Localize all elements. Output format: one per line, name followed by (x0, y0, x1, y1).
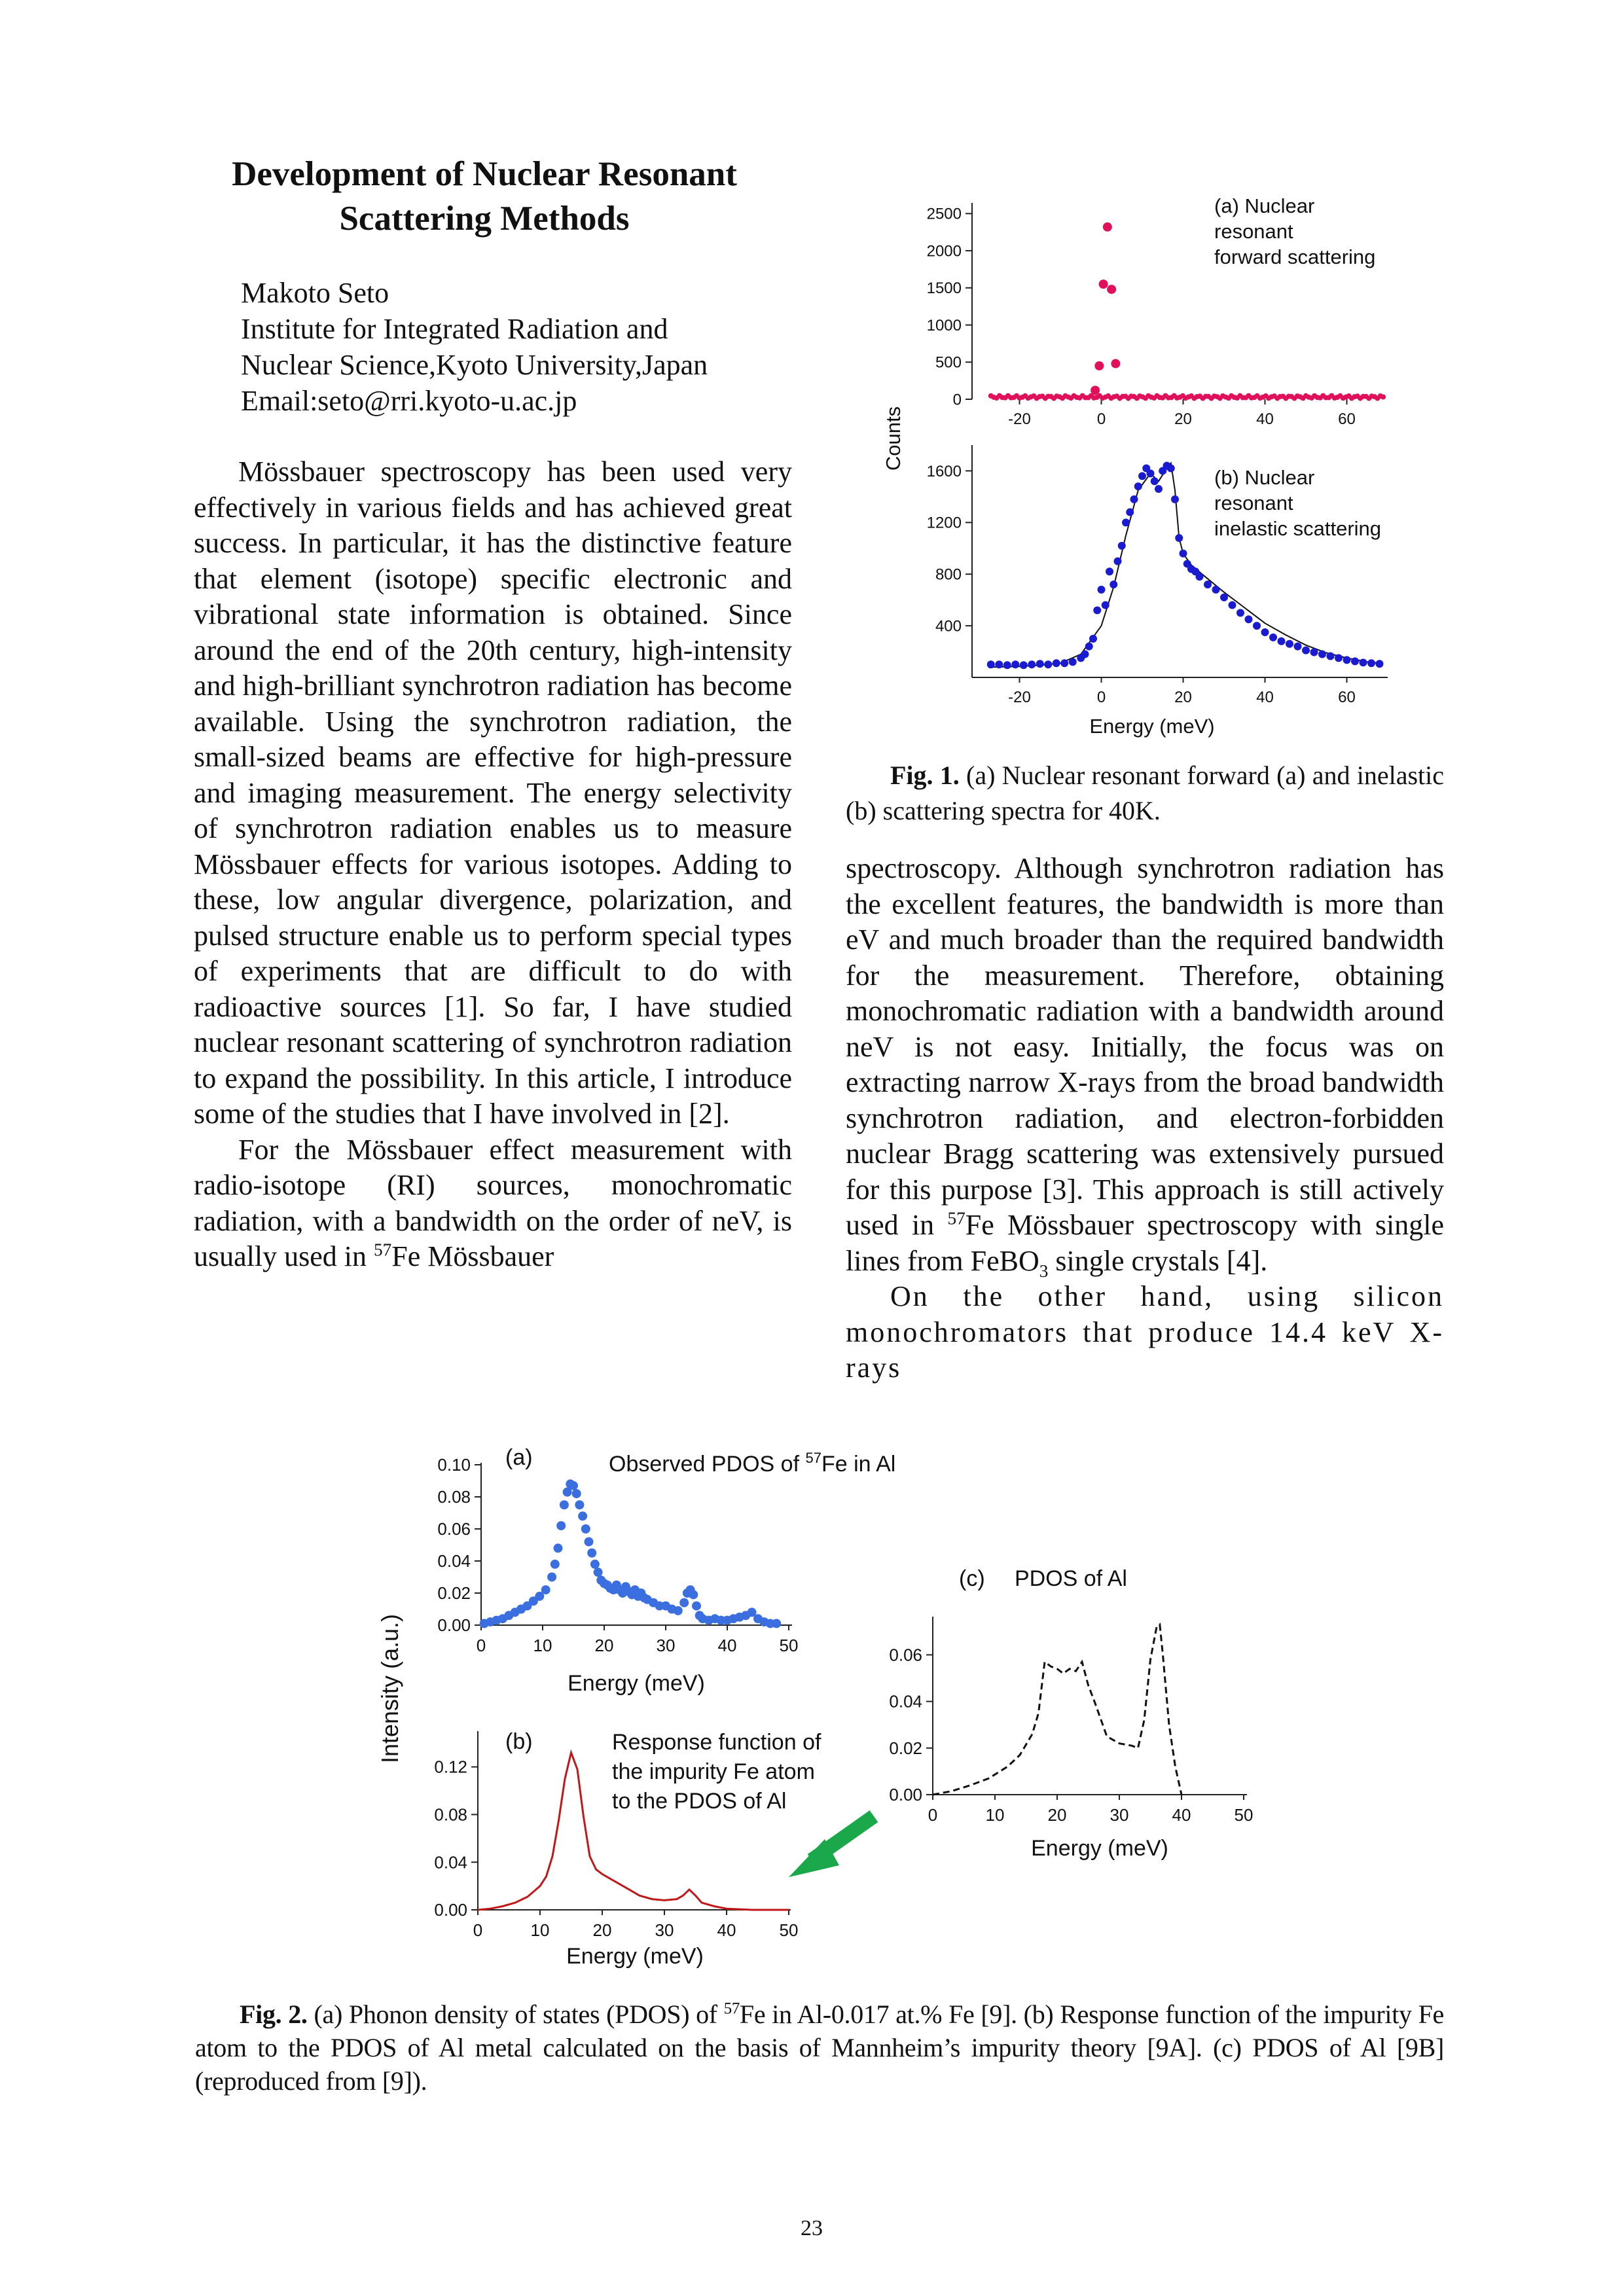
fig1b-label-2: resonant (1214, 492, 1293, 514)
fig2-panel-b (434, 1729, 821, 1969)
fig1b-x-ticks (1008, 677, 1356, 706)
fig2-panel-a (437, 1445, 895, 1696)
fig2b-x-ticks (473, 1910, 799, 1940)
fig2c-panel-label: (c) (959, 1566, 985, 1591)
fig2a-data-point (585, 1537, 594, 1547)
fig2c-title: PDOS of Al (1015, 1566, 1127, 1591)
paragraph-silicon: On the other hand, using silicon monochromators that produce 14.4 keV X-rays (846, 1280, 1444, 1384)
fig2a-data-point (575, 1500, 584, 1509)
fig1a-ytick-label: 2500 (926, 205, 962, 223)
fig1b-data-point (1126, 509, 1134, 516)
fig1b-data-point (1081, 651, 1089, 658)
fig2-caption-text-a: (a) Phonon density of states (PDOS) of (307, 2000, 724, 2029)
fig1a-label-3: forward scattering (1214, 245, 1376, 268)
fig1a-ytick-label: 1500 (926, 279, 962, 298)
fig1b-data-point (1102, 601, 1110, 609)
fig1b-data-point (1110, 581, 1117, 588)
fig2a-data-point (594, 1568, 603, 1577)
fig1b-data-point (1167, 465, 1175, 473)
fig2-panel-c (889, 1566, 1253, 1861)
fig2a-data-point (556, 1521, 566, 1530)
fig1b-xtick-label: 20 (1174, 689, 1192, 706)
fig2a-data-point (550, 1560, 560, 1569)
fig2-caption-superscript: 57 (723, 2000, 740, 2018)
fig1b-y-ticks (927, 463, 972, 636)
para3-superscript: 57 (947, 1208, 965, 1229)
fig2a-x-axis-label: Energy (meV) (568, 1671, 705, 1696)
fig1b-data-point (1335, 654, 1343, 662)
fig1b-data-point (1360, 658, 1367, 666)
fig1-panel-a (927, 194, 1386, 428)
author-block (241, 275, 830, 419)
para2-text-a: For the Mössbauer effect measurement with radio-isotope (RI) sources, monochromatic radiation, with a bandwidth on the order of neV, is usually used in (194, 1133, 792, 1272)
fig2b-ytick-label: 0.12 (434, 1757, 467, 1777)
fig2b-x-axis-label: Energy (meV) (566, 1944, 704, 1969)
paragraph-spectroscopy (846, 851, 1444, 1279)
fig1b-data-point (1204, 581, 1212, 588)
fig1a-xtick-label: 20 (1174, 410, 1192, 428)
fig2b-xtick-label: 50 (779, 1920, 799, 1940)
fig2a-xtick-label: 20 (594, 1636, 614, 1655)
para3-text-c: single crystals [4]. (1048, 1244, 1268, 1277)
left-column (194, 454, 792, 1275)
fig1b-ytick-label: 1600 (926, 462, 962, 480)
fig1b-data-point (1229, 601, 1236, 609)
fig1b-data-point (1098, 586, 1106, 594)
fig1a-xtick-label: 40 (1256, 410, 1274, 428)
fig1a-ytick-label: 1000 (926, 316, 962, 334)
fig1b-data-point (987, 660, 995, 668)
fig2c-x-ticks (928, 1795, 1254, 1825)
fig2a-ytick-label: 0.08 (437, 1487, 471, 1507)
fig1a-label-1: (a) Nuclear (1214, 194, 1315, 217)
fig1b-data-point (1196, 573, 1204, 581)
fig2b-xtick-label: 30 (655, 1920, 674, 1940)
fig1b-data-point (1245, 615, 1253, 623)
fig1a-xtick-label: 60 (1338, 410, 1356, 428)
fig1b-data-point (1269, 634, 1277, 641)
fig1b-data-point (1044, 660, 1052, 668)
green-arrow-icon (789, 1816, 874, 1877)
fig2c-xtick-label: 10 (985, 1805, 1005, 1825)
fig2b-xtick-label: 0 (473, 1920, 483, 1940)
fig1b-data-point (1003, 661, 1011, 669)
fig2c-y-ticks (889, 1645, 933, 1805)
affiliation-line-2: Nuclear Science,Kyoto University,Japan (241, 349, 708, 381)
fig1b-data-point (1011, 660, 1019, 668)
fig1a-label-2: resonant (1214, 220, 1293, 243)
fig2a-data-point (547, 1573, 556, 1582)
fig2c-xtick-label: 40 (1172, 1805, 1191, 1825)
fig2a-x-ticks (477, 1625, 799, 1655)
fig2a-ytick-label: 0.04 (437, 1551, 471, 1571)
fig1a-peak-point (1099, 279, 1108, 289)
fig2-caption-label: Fig. 2. (240, 2000, 308, 2029)
figure-1-caption (846, 758, 1444, 829)
fig1b-data-point (1130, 495, 1138, 503)
fig1a-ytick-label: 2000 (926, 242, 962, 260)
fig1b-data-point (1220, 594, 1228, 601)
fig1b-points (987, 462, 1384, 670)
fig1b-data-point (1028, 660, 1036, 668)
fig1b-label-1: (b) Nuclear (1214, 466, 1315, 489)
fig1b-data-point (1085, 643, 1093, 651)
fig2c-ytick-label: 0.06 (889, 1645, 922, 1665)
fig1b-data-point (1286, 640, 1293, 648)
fig1b-data-point (1138, 472, 1146, 480)
fig1b-data-point (1180, 550, 1187, 558)
fig2b-xtick-label: 40 (717, 1920, 736, 1940)
fig1b-data-point (1376, 660, 1384, 668)
fig2b-ytick-label: 0.08 (434, 1804, 467, 1825)
fig1a-ytick-label: 500 (935, 353, 962, 372)
para3-subscript: 3 (1039, 1261, 1049, 1281)
fig2a-data-point (674, 1606, 683, 1615)
paper-title (183, 152, 785, 241)
fig2c-ytick-label: 0.04 (889, 1691, 922, 1712)
fig2a-xtick-label: 50 (779, 1636, 799, 1655)
fig1b-x-axis-label: Energy (meV) (1089, 715, 1215, 738)
fig2a-data-point (560, 1500, 569, 1509)
page-number: 23 (801, 2216, 823, 2240)
para3-text-a: spectroscopy. Although synchrotron radiation has the excellent features, the bandwidth is more than eV and much broader than the required bandwidth for the measurement. Therefore, obtaining monochromatic radiation with a bandwidth around neV is not easy. Initially, the focus was on extracting narrow X-rays from the broad bandwidth synchrotron radiation, and electron-forbidden nuclear Bragg scattering was extensively pursued for this purpose [3]. This approach is still actively used in (846, 852, 1444, 1241)
fig2a-data-point (541, 1585, 550, 1594)
fig1b-data-point (1236, 609, 1244, 617)
fig1b-ytick-label: 800 (935, 565, 962, 584)
fig1b-data-point (1318, 651, 1326, 658)
fig2c-x-axis-label: Energy (meV) (1031, 1836, 1168, 1861)
fig2c-xtick-label: 30 (1110, 1805, 1129, 1825)
fig1b-data-point (1261, 628, 1269, 636)
fig1b-xtick-label: -20 (1008, 689, 1031, 706)
title-line-2: Scattering Methods (339, 200, 630, 238)
para3-text-b: Fe Mössbauer spectroscopy with single lines from FeBO (846, 1209, 1444, 1277)
fig1a-baseline-point (1380, 395, 1386, 400)
fig1b-data-point (1343, 656, 1351, 664)
fig1a-ytick-label: 0 (952, 391, 962, 409)
fig2a-points (480, 1479, 781, 1628)
fig2c-pdos-line (933, 1624, 1182, 1795)
figure-2-caption (195, 1998, 1444, 2098)
fig2a-ytick-label: 0.06 (437, 1519, 471, 1539)
fig1a-y-ticks (927, 206, 972, 409)
fig1b-data-point (1093, 606, 1101, 614)
fig1b-data-point (1310, 649, 1318, 656)
fig2a-xtick-label: 10 (533, 1636, 552, 1655)
fig2a-xtick-label: 40 (717, 1636, 737, 1655)
fig1-caption-label: Fig. 1. (890, 761, 960, 790)
fig1b-data-point (1171, 495, 1179, 503)
paragraph-ri-sources (194, 1132, 792, 1275)
fig2a-data-point (772, 1619, 781, 1628)
fig1b-data-point (1053, 659, 1060, 667)
fig1b-data-point (1151, 477, 1159, 485)
fig2a-ytick-label: 0.00 (437, 1615, 471, 1636)
fig1b-data-point (1118, 542, 1126, 550)
fig1a-peak-point (1091, 386, 1100, 395)
fig2b-panel-label: (b) (505, 1729, 533, 1754)
fig2a-xtick-label: 30 (656, 1636, 676, 1655)
fig2a-title: Observed PDOS of $^{57}$Fe in Al (609, 1450, 896, 1477)
affiliation-line-1: Institute for Integrated Radiation and (241, 313, 668, 345)
fig1b-data-point (1106, 567, 1113, 575)
author-email: Email:seto@rri.kyoto-u.ac.jp (241, 385, 577, 417)
fig1b-data-point (1036, 660, 1044, 668)
fig2c-xtick-label: 20 (1047, 1805, 1067, 1825)
paragraph-intro: Mössbauer spectroscopy has been used very effectively in various fields and has achieved great success. In particular, it has the distinctive feature that element (isotope) specific electronic and vibrational state information is obtained. Since around the end of the 20th century, high-intensity and high-brilliant synchrotron radiation has become available. Using the synchrotron radiation, the small-sized beams are effective for high-pressure and imaging measurement. The energy selectivity of synchrotron radiation enables us to measure Mössbauer effects for various isotopes. Adding to these, low angular divergence, polarization, and pulsed structure enable us to perform special types of experiments that are difficult to do with radioactive sources [1]. So far, I have studied nuclear resonant scattering of synchrotron radiation to expand the possibility. In this article, I introduce some of the studies that I have involved in [2]. (194, 456, 792, 1130)
fig1b-data-point (1069, 658, 1077, 666)
fig1b-data-point (1302, 647, 1310, 655)
fig1b-data-point (1122, 518, 1130, 526)
fig1b-xtick-label: 40 (1256, 689, 1274, 706)
fig1a-peak-point (1094, 361, 1104, 370)
fig1-caption-text: (a) Nuclear resonant forward (a) and inelastic (b) scattering spectra for 40K. (846, 761, 1445, 825)
fig1b-data-point (1212, 586, 1220, 594)
fig2a-data-point (689, 1590, 698, 1599)
fig2a-data-point (590, 1560, 600, 1569)
fig2a-ytick-label: 0.02 (437, 1583, 471, 1604)
fig1b-data-point (1175, 534, 1183, 542)
fig2a-panel-label: (a) (505, 1445, 533, 1470)
fig2a-ytick-label: 0.10 (437, 1455, 471, 1475)
title-line-1: Development of Nuclear Resonant (232, 155, 737, 193)
fig1b-data-point (1020, 661, 1028, 669)
figure-2 (367, 1433, 1283, 1983)
fig2b-xtick-label: 10 (530, 1920, 550, 1940)
fig1b-data-point (1134, 482, 1142, 490)
fig2a-data-point (569, 1481, 578, 1490)
fig2a-data-point (581, 1524, 590, 1534)
fig1b-data-point (1367, 659, 1375, 667)
fig2a-xtick-label: 0 (476, 1636, 486, 1655)
fig1b-xtick-label: 0 (1096, 689, 1106, 706)
fig1b-ytick-label: 400 (935, 617, 962, 636)
fig1b-data-point (1060, 659, 1068, 667)
fig1a-peak-point (1111, 359, 1120, 368)
fig1a-x-ticks (1008, 399, 1356, 428)
fig2a-data-point (692, 1602, 701, 1611)
fig1b-data-point (1351, 657, 1359, 665)
fig1b-data-point (1089, 635, 1097, 643)
fig1b-data-point (1155, 485, 1163, 493)
figure-1 (871, 183, 1420, 746)
fig1b-data-point (1278, 637, 1286, 645)
fig2b-label-2: the impurity Fe atom (612, 1759, 815, 1784)
fig2a-data-point (554, 1543, 563, 1552)
fig1a-xtick-label: 0 (1096, 410, 1106, 428)
fig1b-data-point (1147, 469, 1155, 477)
fig2b-ytick-label: 0.04 (434, 1852, 467, 1873)
fig1b-data-point (1294, 643, 1302, 651)
author-name: Makoto Seto (241, 277, 389, 309)
right-column (846, 851, 1444, 1386)
fig2b-ytick-label: 0.00 (434, 1900, 467, 1920)
fig1b-data-point (1253, 622, 1261, 630)
fig1a-peak-point (1107, 285, 1116, 294)
fig2c-xtick-label: 50 (1234, 1805, 1254, 1825)
fig1b-xtick-label: 60 (1338, 689, 1356, 706)
fig2b-y-ticks (434, 1757, 478, 1920)
para2-text-b: Fe Mössbauer (391, 1240, 554, 1272)
fig1b-data-point (1327, 652, 1335, 660)
fig2a-y-ticks (437, 1455, 481, 1635)
fig2a-data-point (587, 1549, 596, 1558)
fig2-caption-text-b: Fe in Al-0.017 at.% Fe [9]. (b) Response function of the impurity Fe atom to the PDOS of Al metal calculated on the basis of Mannheim’s impurity theory [9A]. (c) PDOS of Al [9B] (reproduced from [9]). (195, 2000, 1444, 2096)
fig1b-data-point (995, 660, 1003, 668)
fig2b-xtick-label: 20 (592, 1920, 612, 1940)
fig1-y-axis-label: Counts (882, 406, 905, 471)
fig1a-xtick-label: -20 (1008, 410, 1031, 428)
fig2b-label-1: Response function of (612, 1730, 821, 1755)
fig2a-data-point (572, 1489, 581, 1498)
fig2a-data-point (679, 1598, 689, 1607)
fig1-panel-b (927, 445, 1388, 738)
fig2c-ytick-label: 0.02 (889, 1738, 922, 1758)
fig1a-peak-point (1103, 223, 1112, 232)
fig2c-ytick-label: 0.00 (889, 1785, 922, 1805)
fig2b-label-3: to the PDOS of Al (612, 1789, 787, 1814)
fig1b-label-3: inelastic scattering (1214, 517, 1382, 540)
fig1b-ytick-label: 1200 (926, 514, 962, 532)
fig2a-data-point (578, 1511, 587, 1520)
fig2-y-axis-label: Intensity (a.u.) (376, 1613, 403, 1764)
fig2c-xtick-label: 0 (928, 1805, 938, 1825)
fig1b-data-point (1114, 558, 1122, 565)
para2-superscript: 57 (373, 1240, 392, 1260)
